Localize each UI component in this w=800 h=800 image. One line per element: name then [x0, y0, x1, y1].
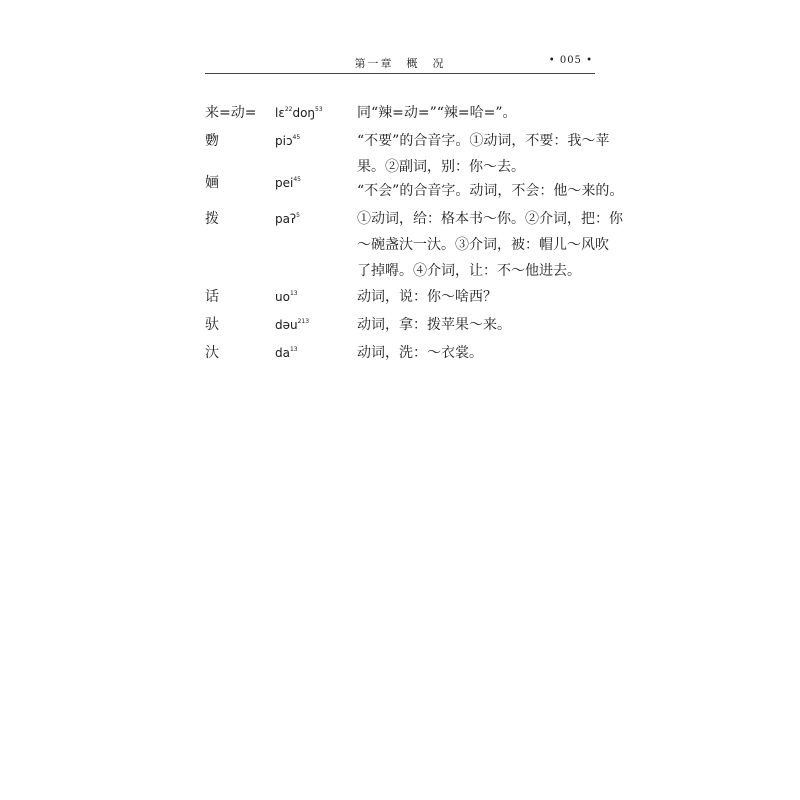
entry-definition — [357, 206, 623, 284]
entry-word: 婳 — [205, 175, 219, 191]
entry-definition — [357, 312, 595, 338]
running-header — [205, 52, 595, 74]
entry-word: 覅 — [205, 133, 219, 149]
entry-pronunciation: lɛ$^{22}$doŋ$^{53}$ — [275, 106, 323, 120]
definition-line: “不要”的合音字。①动词，不要：我～苹 — [357, 133, 610, 149]
entry-word: 话 — [205, 289, 219, 305]
definition-line: 动词，说：你～啥西？ — [357, 289, 497, 305]
page-number: • 005 • — [548, 55, 593, 66]
definition-line: 动词，洗：～衣裳。 — [357, 345, 483, 361]
entry-definition — [357, 178, 624, 204]
definition-line: 果。②副词，别：你～去。 — [357, 159, 525, 175]
definition-line: 了掉嘚。④介词，让：不～他进去。 — [357, 263, 581, 279]
definition-line: 动词，拿：拨苹果～来。 — [357, 317, 511, 333]
entry-pronunciation: piɔ$^{45}$ — [275, 134, 301, 148]
entry-word: 驮 — [205, 317, 219, 333]
entry-word: 汏 — [205, 345, 219, 361]
entry-pronunciation: pei$^{45}$ — [275, 176, 301, 190]
definition-line: 同“辣=动=”“辣=哈=”。 — [357, 105, 517, 121]
definition-line: “不会”的合音字。动词，不会：他～来的。 — [357, 183, 624, 199]
entry-definition — [357, 128, 610, 180]
entry-definition — [357, 340, 595, 366]
chapter-title: 第一章 概 况 — [354, 57, 446, 70]
entry-pronunciation: dəu$^{213}$ — [275, 318, 310, 332]
definition-line: ①动词，给：格本书～你。②介词，把：你 — [357, 211, 623, 227]
entry-definition — [357, 100, 595, 126]
entry-definition — [357, 284, 595, 310]
entry-pronunciation: paʔ$^5$ — [275, 212, 300, 226]
entry-word: 来=动= — [205, 105, 257, 121]
entry-pronunciation: $da^{13}$ — [275, 346, 298, 360]
entry-word: 拨 — [205, 211, 219, 227]
definition-line: ～碗盏汏一汏。③介词，被：帽儿～风吹 — [357, 237, 609, 253]
entry-pronunciation: $uo^{13}$ — [275, 290, 298, 304]
